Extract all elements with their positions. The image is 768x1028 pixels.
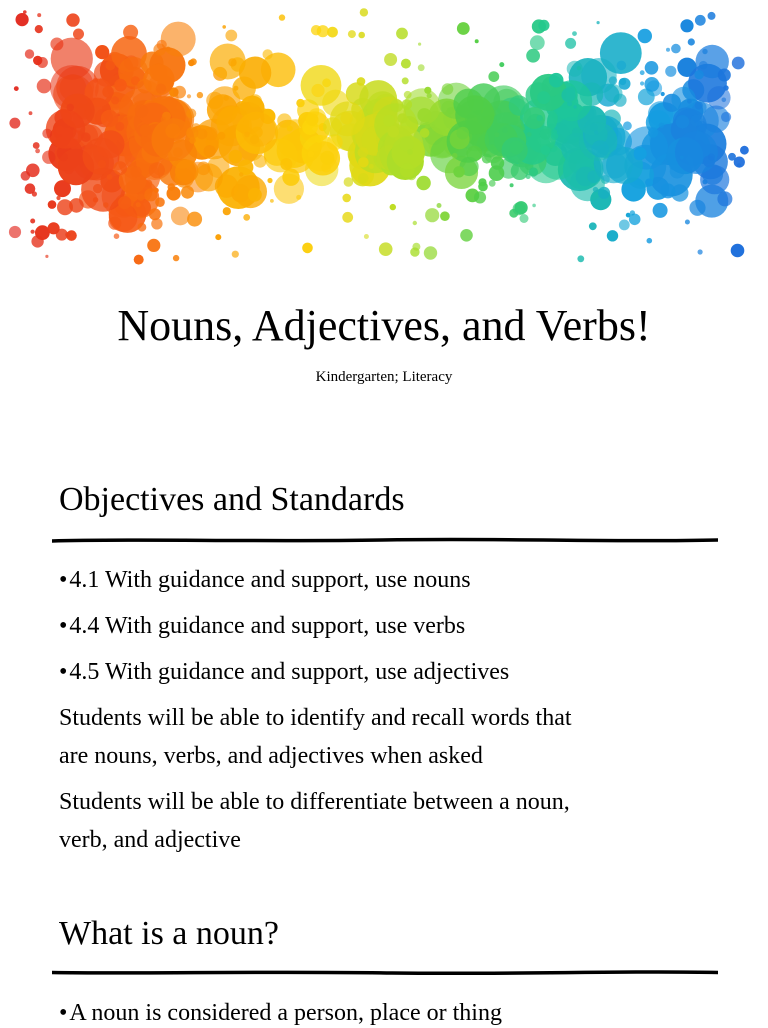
splatter-dot bbox=[383, 115, 395, 127]
splatter-droplet bbox=[364, 234, 369, 239]
splatter-dot bbox=[572, 128, 582, 138]
splatter-dot bbox=[509, 95, 529, 115]
splatter-droplet bbox=[379, 242, 393, 256]
splatter-droplet bbox=[589, 222, 597, 230]
splatter-droplet bbox=[594, 130, 598, 134]
splatter-droplet bbox=[233, 86, 238, 91]
splatter-droplet bbox=[698, 249, 703, 254]
splatter-dot bbox=[671, 87, 695, 111]
splatter-droplet bbox=[342, 212, 353, 223]
splatter-droplet bbox=[42, 151, 55, 164]
splatter-droplet bbox=[249, 94, 262, 107]
splatter-droplet bbox=[225, 30, 237, 42]
splatter-droplet bbox=[186, 127, 198, 139]
splatter-droplet bbox=[530, 35, 545, 50]
splatter-dot bbox=[204, 145, 216, 157]
splatter-droplet bbox=[248, 188, 262, 202]
splatter-droplet bbox=[307, 151, 314, 158]
splatter-droplet bbox=[114, 233, 120, 239]
splatter-droplet bbox=[48, 222, 60, 234]
paint-splatter-banner bbox=[0, 0, 768, 268]
splatter-droplet bbox=[665, 66, 676, 77]
splatter-droplet bbox=[244, 132, 250, 138]
splatter-droplet bbox=[690, 115, 702, 127]
splatter-droplet bbox=[494, 132, 499, 137]
splatter-droplet bbox=[188, 60, 195, 67]
splatter-droplet bbox=[358, 32, 365, 39]
splatter-droplet bbox=[149, 208, 161, 220]
splatter-droplet bbox=[25, 49, 34, 58]
splatter-droplet bbox=[717, 191, 732, 206]
splatter-droplet bbox=[93, 197, 98, 202]
splatter-droplet bbox=[56, 196, 60, 200]
splatter-dot bbox=[229, 150, 243, 164]
splatter-droplet bbox=[400, 137, 415, 152]
splatter-droplet bbox=[67, 104, 74, 111]
splatter-droplet bbox=[197, 92, 203, 98]
splatter-droplet bbox=[680, 19, 693, 32]
splatter-droplet bbox=[424, 246, 437, 259]
splatter-droplet bbox=[619, 78, 626, 85]
bullet-icon: • bbox=[59, 613, 68, 639]
section-divider bbox=[52, 536, 718, 546]
splatter-droplet bbox=[270, 199, 274, 203]
splatter-droplet bbox=[609, 76, 617, 84]
splatter-droplet bbox=[551, 133, 558, 140]
bullet-icon: • bbox=[59, 659, 68, 685]
splatter-dot bbox=[130, 166, 141, 177]
splatter-droplet bbox=[732, 57, 745, 70]
splatter-droplet bbox=[45, 255, 48, 258]
splatter-droplet bbox=[427, 93, 432, 98]
splatter-droplet bbox=[263, 49, 273, 59]
splatter-droplet bbox=[37, 13, 41, 17]
splatter-droplet bbox=[731, 244, 745, 258]
splatter-droplet bbox=[607, 230, 618, 241]
splatter-droplet bbox=[113, 161, 127, 175]
splatter-droplet bbox=[703, 179, 708, 184]
splatter-droplet bbox=[155, 197, 165, 207]
splatter-droplet bbox=[357, 77, 366, 86]
splatter-droplet bbox=[139, 124, 151, 136]
splatter-droplet bbox=[685, 220, 690, 225]
objective-text: 4.4 With guidance and support, use verbs bbox=[69, 613, 466, 639]
splatter-droplet bbox=[359, 177, 366, 184]
splatter-dot bbox=[46, 109, 85, 148]
splatter-droplet bbox=[418, 64, 425, 71]
splatter-droplet bbox=[280, 158, 292, 170]
splatter-droplet bbox=[35, 149, 40, 154]
bullet-icon: • bbox=[59, 567, 68, 593]
slide-title: Nouns, Adjectives, and Verbs! bbox=[117, 301, 651, 350]
splatter-droplet bbox=[565, 38, 576, 49]
splatter-droplet bbox=[401, 59, 411, 69]
splatter-droplet bbox=[37, 79, 52, 94]
splatter-dot bbox=[306, 141, 340, 175]
splatter-droplet bbox=[108, 217, 121, 230]
splatter-droplet bbox=[721, 112, 731, 122]
splatter-droplet bbox=[111, 96, 119, 104]
splatter-droplet bbox=[223, 207, 231, 215]
splatter-dot bbox=[149, 162, 165, 178]
splatter-droplet bbox=[515, 201, 528, 214]
splatter-droplet bbox=[532, 204, 536, 208]
section-divider bbox=[52, 968, 718, 978]
splatter-droplet bbox=[452, 153, 458, 159]
splatter-droplet bbox=[267, 178, 272, 183]
splatter-droplet bbox=[239, 172, 243, 176]
splatter-droplet bbox=[402, 99, 413, 110]
splatter-droplet bbox=[418, 43, 421, 46]
splatter-droplet bbox=[400, 163, 415, 178]
splatter-dot bbox=[97, 130, 125, 158]
splatter-droplet bbox=[626, 213, 631, 218]
splatter-droplet bbox=[661, 92, 665, 96]
splatter-droplet bbox=[617, 61, 627, 71]
splatter-droplet bbox=[718, 69, 731, 82]
splatter-dot bbox=[171, 207, 190, 226]
splatter-droplet bbox=[510, 141, 524, 155]
splatter-droplet bbox=[173, 255, 179, 261]
splatter-droplet bbox=[702, 49, 707, 54]
splatter-droplet bbox=[708, 12, 716, 20]
splatter-droplet bbox=[107, 174, 113, 180]
splatter-droplet bbox=[482, 154, 492, 164]
splatter-dot bbox=[101, 110, 118, 127]
splatter-dot bbox=[645, 61, 659, 75]
splatter-droplet bbox=[526, 49, 540, 63]
splatter-droplet bbox=[384, 53, 397, 66]
objective-paragraph-line: Students will be able to identify and recall words that bbox=[59, 705, 572, 731]
splatter-droplet bbox=[695, 101, 703, 109]
splatter-droplet bbox=[404, 91, 412, 99]
splatter-droplet bbox=[647, 238, 653, 244]
bullet-icon: • bbox=[59, 1000, 68, 1026]
splatter-droplet bbox=[634, 147, 647, 160]
splatter-droplet bbox=[488, 71, 499, 82]
splatter-droplet bbox=[666, 48, 670, 52]
splatter-droplet bbox=[311, 84, 324, 97]
objective-paragraph-line: are nouns, verbs, and adjectives when asked bbox=[59, 743, 483, 769]
splatter-droplet bbox=[671, 44, 681, 54]
splatter-droplet bbox=[645, 179, 653, 187]
splatter-droplet bbox=[30, 219, 35, 224]
splatter-droplet bbox=[541, 146, 550, 155]
splatter-droplet bbox=[342, 194, 351, 203]
splatter-droplet bbox=[640, 81, 644, 85]
splatter-droplet bbox=[197, 162, 211, 176]
splatter-droplet bbox=[228, 58, 236, 66]
splatter-droplet bbox=[416, 176, 430, 190]
splatter-droplet bbox=[138, 223, 147, 232]
splatter-droplet bbox=[388, 126, 400, 138]
splatter-dot bbox=[358, 157, 369, 168]
objective-bullet bbox=[59, 565, 471, 595]
noun-bullet-text: A noun is considered a person, place or thing bbox=[69, 1000, 502, 1026]
splatter-droplet bbox=[653, 203, 668, 218]
splatter-droplet bbox=[676, 115, 689, 128]
splatter-droplet bbox=[21, 171, 31, 181]
splatter-droplet bbox=[573, 105, 576, 108]
splatter-droplet bbox=[30, 230, 34, 234]
splatter-droplet bbox=[529, 167, 538, 176]
splatter-dot bbox=[161, 22, 196, 57]
splatter-droplet bbox=[50, 38, 63, 51]
splatter-droplet bbox=[457, 127, 470, 140]
splatter-droplet bbox=[181, 186, 194, 199]
splatter-dot bbox=[592, 140, 609, 157]
splatter-droplet bbox=[680, 155, 684, 159]
splatter-droplet bbox=[93, 78, 98, 83]
splatter-droplet bbox=[279, 14, 285, 20]
splatter-droplet bbox=[460, 229, 473, 242]
splatter-dot bbox=[156, 84, 166, 94]
splatter-droplet bbox=[173, 86, 186, 99]
splatter-droplet bbox=[447, 107, 454, 114]
splatter-droplet bbox=[549, 73, 564, 88]
splatter-droplet bbox=[644, 77, 659, 92]
splatter-droplet bbox=[340, 112, 352, 124]
splatter-droplet bbox=[95, 45, 109, 59]
splatter-droplet bbox=[302, 243, 313, 254]
objective-text: 4.1 With guidance and support, use nouns bbox=[69, 567, 471, 593]
splatter-dot bbox=[323, 117, 342, 136]
splatter-droplet bbox=[688, 38, 695, 45]
splatter-droplet bbox=[243, 214, 250, 221]
splatter-droplet bbox=[527, 132, 532, 137]
splatter-droplet bbox=[360, 8, 368, 16]
splatter-dot bbox=[623, 121, 632, 130]
splatter-droplet bbox=[708, 154, 715, 161]
splatter-droplet bbox=[161, 117, 166, 122]
splatter-droplet bbox=[114, 79, 127, 92]
splatter-droplet bbox=[73, 29, 84, 40]
splatter-droplet bbox=[510, 183, 514, 187]
splatter-droplet bbox=[402, 77, 409, 84]
splatter-droplet bbox=[135, 104, 148, 117]
splatter-droplet bbox=[734, 157, 745, 168]
splatter-droplet bbox=[722, 98, 727, 103]
splatter-droplet bbox=[478, 178, 486, 186]
splatter-droplet bbox=[103, 202, 109, 208]
splatter-droplet bbox=[538, 20, 549, 31]
splatter-droplet bbox=[537, 115, 543, 121]
splatter-droplet bbox=[118, 196, 131, 209]
splatter-droplet bbox=[322, 78, 331, 87]
splatter-droplet bbox=[659, 123, 664, 128]
splatter-droplet bbox=[502, 127, 508, 133]
splatter-droplet bbox=[723, 85, 728, 90]
splatter-droplet bbox=[520, 214, 529, 223]
splatter-droplet bbox=[368, 127, 374, 133]
splatter-droplet bbox=[35, 25, 43, 33]
splatter-droplet bbox=[59, 153, 68, 162]
splatter-droplet bbox=[154, 188, 159, 193]
splatter-droplet bbox=[489, 180, 496, 187]
splatter-droplet bbox=[440, 211, 450, 221]
section-heading-noun: What is a noun? bbox=[59, 915, 279, 952]
splatter-droplet bbox=[136, 202, 141, 207]
objective-paragraph-line: verb, and adjective bbox=[59, 827, 241, 853]
splatter-droplet bbox=[442, 83, 454, 95]
slide-subtitle: Kindergarten; Literacy bbox=[315, 369, 453, 385]
splatter-droplet bbox=[424, 87, 431, 94]
splatter-droplet bbox=[369, 164, 374, 169]
splatter-droplet bbox=[217, 132, 225, 140]
splatter-droplet bbox=[102, 86, 114, 98]
splatter-droplet bbox=[474, 191, 486, 203]
splatter-droplet bbox=[69, 198, 84, 213]
splatter-droplet bbox=[98, 160, 106, 168]
splatter-droplet bbox=[572, 31, 577, 36]
splatter-droplet bbox=[660, 183, 675, 198]
splatter-dot bbox=[105, 61, 115, 71]
splatter-droplet bbox=[29, 111, 33, 115]
splatter-droplet bbox=[597, 21, 600, 24]
splatter-droplet bbox=[42, 129, 52, 139]
splatter-droplet bbox=[358, 147, 369, 158]
splatter-droplet bbox=[250, 135, 259, 144]
splatter-droplet bbox=[580, 168, 584, 172]
splatter-droplet bbox=[306, 113, 319, 126]
splatter-droplet bbox=[687, 99, 692, 104]
splatter-droplet bbox=[14, 86, 19, 91]
splatter-droplet bbox=[629, 214, 641, 226]
splatter-droplet bbox=[390, 204, 396, 210]
splatter-droplet bbox=[254, 155, 267, 168]
splatter-droplet bbox=[425, 208, 439, 222]
splatter-droplet bbox=[317, 25, 329, 37]
splatter-dot bbox=[648, 128, 658, 138]
splatter-droplet bbox=[407, 149, 413, 155]
splatter-dot bbox=[420, 128, 430, 138]
splatter-droplet bbox=[215, 234, 221, 240]
splatter-droplet bbox=[134, 255, 144, 265]
splatter-droplet bbox=[348, 30, 356, 38]
objective-bullet bbox=[59, 611, 465, 641]
objective-bullet bbox=[59, 657, 509, 687]
splatter-droplet bbox=[66, 13, 79, 26]
splatter-droplet bbox=[475, 39, 479, 43]
splatter-droplet bbox=[186, 109, 196, 119]
splatter-droplet bbox=[640, 70, 645, 75]
splatter-droplet bbox=[315, 135, 323, 143]
splatter-droplet bbox=[296, 195, 301, 200]
splatter-droplet bbox=[453, 166, 464, 177]
splatter-droplet bbox=[123, 25, 138, 40]
splatter-droplet bbox=[740, 146, 749, 155]
splatter-dot bbox=[694, 70, 703, 79]
splatter-droplet bbox=[593, 187, 598, 192]
splatter-droplet bbox=[9, 226, 21, 238]
splatter-droplet bbox=[33, 142, 40, 149]
splatter-droplet bbox=[499, 62, 504, 67]
splatter-droplet bbox=[396, 28, 408, 40]
splatter-droplet bbox=[412, 243, 420, 251]
splatter-droplet bbox=[9, 118, 20, 129]
splatter-droplet bbox=[165, 124, 180, 139]
splatter-dot bbox=[397, 113, 407, 123]
splatter-dot bbox=[175, 169, 194, 188]
splatter-droplet bbox=[166, 47, 171, 52]
splatter-droplet bbox=[157, 40, 167, 50]
splatter-droplet bbox=[537, 91, 550, 104]
splatter-droplet bbox=[598, 187, 610, 199]
splatter-droplet bbox=[48, 200, 57, 209]
splatter-droplet bbox=[187, 212, 202, 227]
splatter-droplet bbox=[413, 221, 417, 225]
splatter-droplet bbox=[457, 22, 470, 35]
splatter-droplet bbox=[437, 203, 442, 208]
splatter-dots bbox=[9, 8, 749, 264]
splatter-droplet bbox=[16, 13, 29, 26]
splatter-droplet bbox=[25, 183, 36, 194]
splatter-droplet bbox=[587, 170, 600, 183]
splatter-droplet bbox=[619, 220, 630, 231]
splatter-droplet bbox=[33, 56, 42, 65]
section-heading-objectives: Objectives and Standards bbox=[59, 481, 405, 518]
splatter-droplet bbox=[287, 126, 293, 132]
splatter-droplet bbox=[65, 232, 70, 237]
splatter-droplet bbox=[638, 29, 652, 43]
objective-text: 4.5 With guidance and support, use adjectives bbox=[69, 659, 510, 685]
splatter-droplet bbox=[432, 124, 435, 127]
splatter-dot bbox=[344, 177, 354, 187]
splatter-droplet bbox=[222, 25, 226, 29]
splatter-droplet bbox=[137, 193, 144, 200]
splatter-droplet bbox=[577, 255, 584, 262]
splatter-droplet bbox=[695, 15, 706, 26]
splatter-droplet bbox=[147, 239, 160, 252]
splatter-dot bbox=[489, 165, 505, 181]
splatter-dot bbox=[540, 129, 551, 140]
splatter-droplet bbox=[223, 95, 229, 101]
objective-paragraph-line: Students will be able to differentiate between a noun, bbox=[59, 789, 570, 815]
splatter-droplet bbox=[417, 108, 431, 122]
splatter-droplet bbox=[232, 251, 239, 258]
splatter-droplet bbox=[630, 210, 635, 215]
splatter-droplet bbox=[167, 186, 181, 200]
splatter-dot bbox=[675, 131, 718, 174]
splatter-droplet bbox=[577, 66, 581, 70]
splatter-droplet bbox=[187, 94, 191, 98]
splatter-droplet bbox=[561, 88, 575, 102]
